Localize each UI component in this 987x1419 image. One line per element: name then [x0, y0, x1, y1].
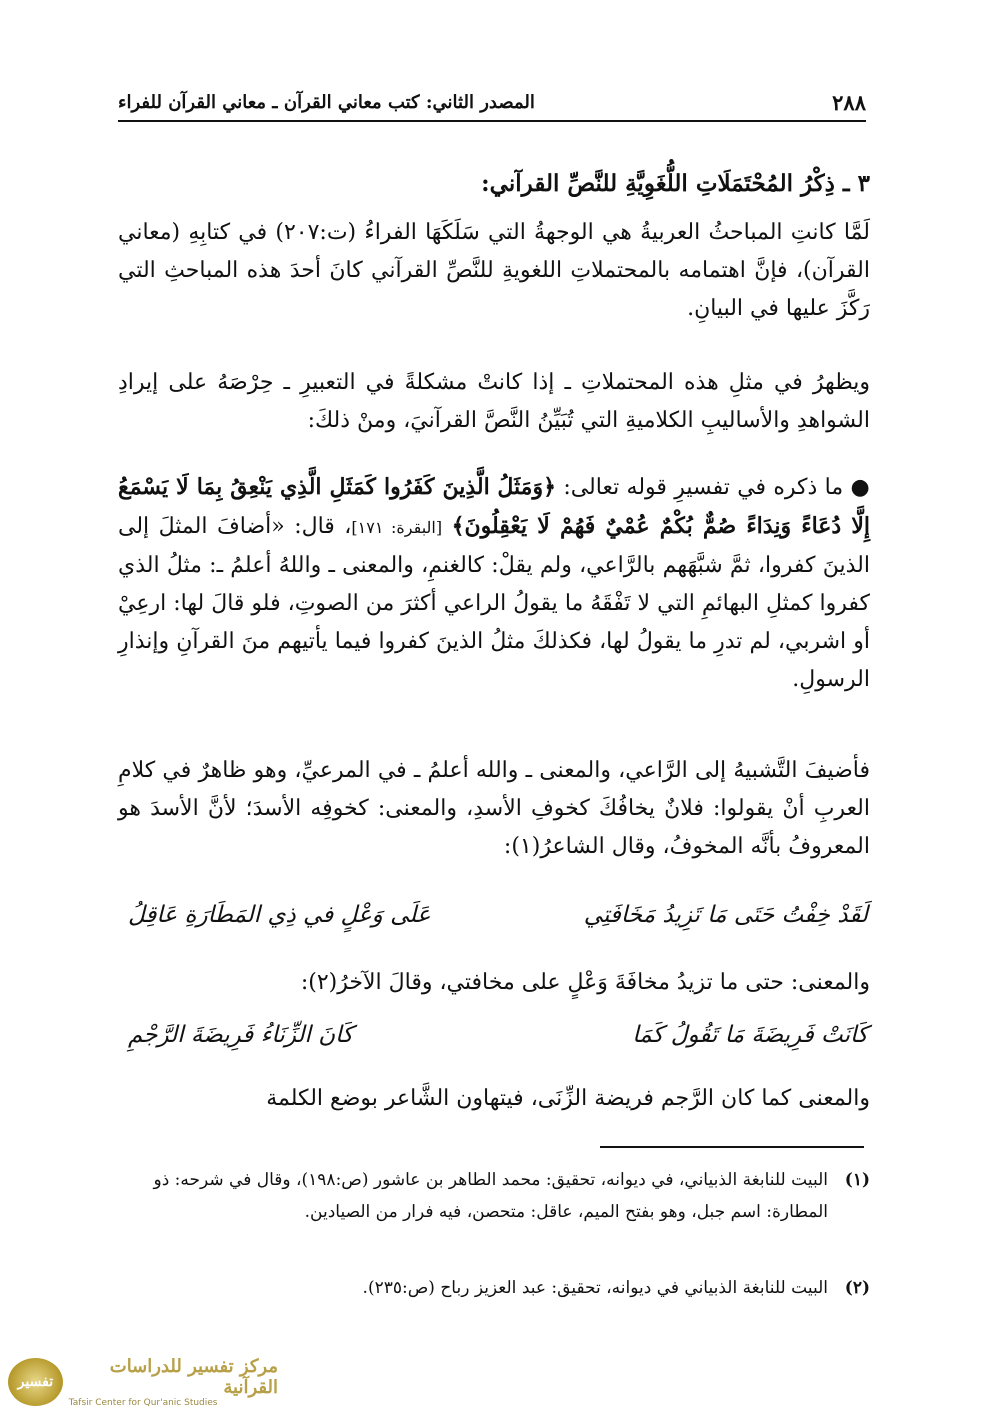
verse-1-second-hemistich: عَلَى وَعْلٍ في ذِي المَطَارَةِ عَاقِلُ: [128, 902, 431, 928]
footnote-1-number: (١): [844, 1170, 870, 1190]
footnote-2-text: البيت للنابغة الذبياني في ديوانه، تحقيق: عبد العزيز رباح (ص:٢٣٥).: [362, 1278, 828, 1298]
paragraph-3-commentary: ، قال: «أضافَ المثلَ إلى الذينَ كفروا، ثمَّ شبَّهَهم بالرَّاعي، ولم يقلْ: كالغنمِ، والمعنى ـ واللهُ أعلمُ ـ: مثلُ الذي كفروا كمثلِ البهائمِ التي لا تَفْقَهُ ما يقولُ الراعي أكثرَ من الصوتِ، فلو قالَ لها: ارعِيْ أو اشربي، لم تدرِ ما يقولُ لها، فكذلكَ مثلُ الذينَ كفروا فيما يأتيهم منَ القرآنِ وإنذارِ الرسولِ.: [118, 514, 870, 692]
footnote-separator: [600, 1146, 864, 1148]
page-number: ٢٨٨: [832, 89, 866, 115]
paragraph-3: [118, 468, 870, 699]
logo-wordmark: [69, 1356, 278, 1408]
verse-2-first-hemistich: كَانَتْ فَرِيضَةَ مَا تَقُولُ كَمَا: [632, 1022, 868, 1048]
paragraph-3-intro: ● ما ذكره في تفسيرِ قوله تعالى:: [563, 475, 870, 500]
poem-verse-2: [128, 1022, 868, 1048]
footnote-1-text: البيت للنابغة الذبياني، في ديوانه، تحقيق: محمد الطاهر بن عاشور (ص:١٩٨)، وقال في شرحه: ذو المطارة: اسم جبل، وهو بفتح الميم، عاقل: متحصن، فيه فرار من الصيادين.: [153, 1170, 828, 1222]
paragraph-4: فأضيفَ التَّشبيهُ إلى الرَّاعي، والمعنى ـ والله أعلمُ ـ في المرعيِّ، وهو ظاهرٌ في كلامِ العربِ أنْ يقولوا: فلانٌ يخافُكَ كخوفِ الأسدِ، والمعنى: كخوفِه الأسدَ؛ لأنَّ الأسدَ هو المعروفُ بأنَّه المخوفُ، وقال الشاعرُ(١):: [118, 758, 870, 859]
paragraph-2: ويظهرُ في مثلِ هذه المحتملاتِ ـ إذا كانتْ مشكلةً في التعبيرِ ـ حِرْصَهُ على إيرادِ الشواهدِ والأساليبِ الكلاميةِ التي تُبَيِّنُ النَّصَّ القرآنيَ، ومنْ ذلكَ:: [118, 370, 870, 433]
section-heading: ٣ ـ ذِكْرُ المُحْتَمَلَاتِ اللُّغَوِيَّةِ للنَّصِّ القرآني:: [481, 170, 870, 197]
logo-mark-text: تفسير: [17, 1374, 54, 1390]
paragraph-6: والمعنى كما كان الرَّجم فريضة الزِّنَى، فيتهاون الشَّاعر بوضع الكلمة: [266, 1086, 870, 1111]
publisher-logo: [8, 1358, 278, 1406]
header-title: المصدر الثاني: كتب معاني القرآن ـ معاني القرآن للفراء: [118, 91, 535, 113]
logo-english-text: Tafsir Center for Qur'anic Studies: [68, 1398, 218, 1408]
verse-2-second-hemistich: كَانَ الزِّنَاءُ فَرِيضَةَ الرَّجْمِ: [128, 1022, 354, 1048]
footnote-1: [118, 1164, 870, 1228]
paragraph-1: لَمَّا كانتِ المباحثُ العربيةُ هي الوجهةُ التي سَلَكَهَا الفراءُ (ت:٢٠٧) في كتابِهِ (معاني القرآن)، فإنَّ اهتمامه بالمحتملاتِ اللغويةِ للنَّصِّ القرآني كانَ أحدَ هذه المباحثِ التي رَكَّزَ عليها في البيانِ.: [118, 220, 870, 321]
running-header: [118, 84, 866, 122]
verse-1-first-hemistich: لَقَدْ خِفْتُ حَتَى مَا تَزِيدُ مَخَافَتِي: [583, 902, 868, 928]
verse-citation: [البقرة: ١٧١]: [351, 518, 443, 537]
paragraph-5: والمعنى: حتى ما تزيدُ مخافَةَ وَعْلٍ على مخافتي، وقالَ الآخرُ(٢):: [300, 970, 870, 995]
poem-verse-1: [128, 902, 868, 928]
footnote-2-number: (٢): [844, 1278, 870, 1298]
quran-verse: ﴿وَمَثَلُ الَّذِينَ كَفَرُوا كَمَثَلِ الَّذِي يَنْعِقُ بِمَا لَا يَسْمَعُ إِلَّا دُعَاءً وَنِدَاءً صُمٌّ بُكْمٌ عُمْيٌ فَهُمْ لَا يَعْقِلُونَ﴾: [118, 474, 871, 539]
logo-arabic-text: مركز تفسير للدراسات القرآنية: [109, 1356, 278, 1398]
logo-emblem-icon: [8, 1358, 63, 1406]
footnote-2: [118, 1272, 870, 1304]
